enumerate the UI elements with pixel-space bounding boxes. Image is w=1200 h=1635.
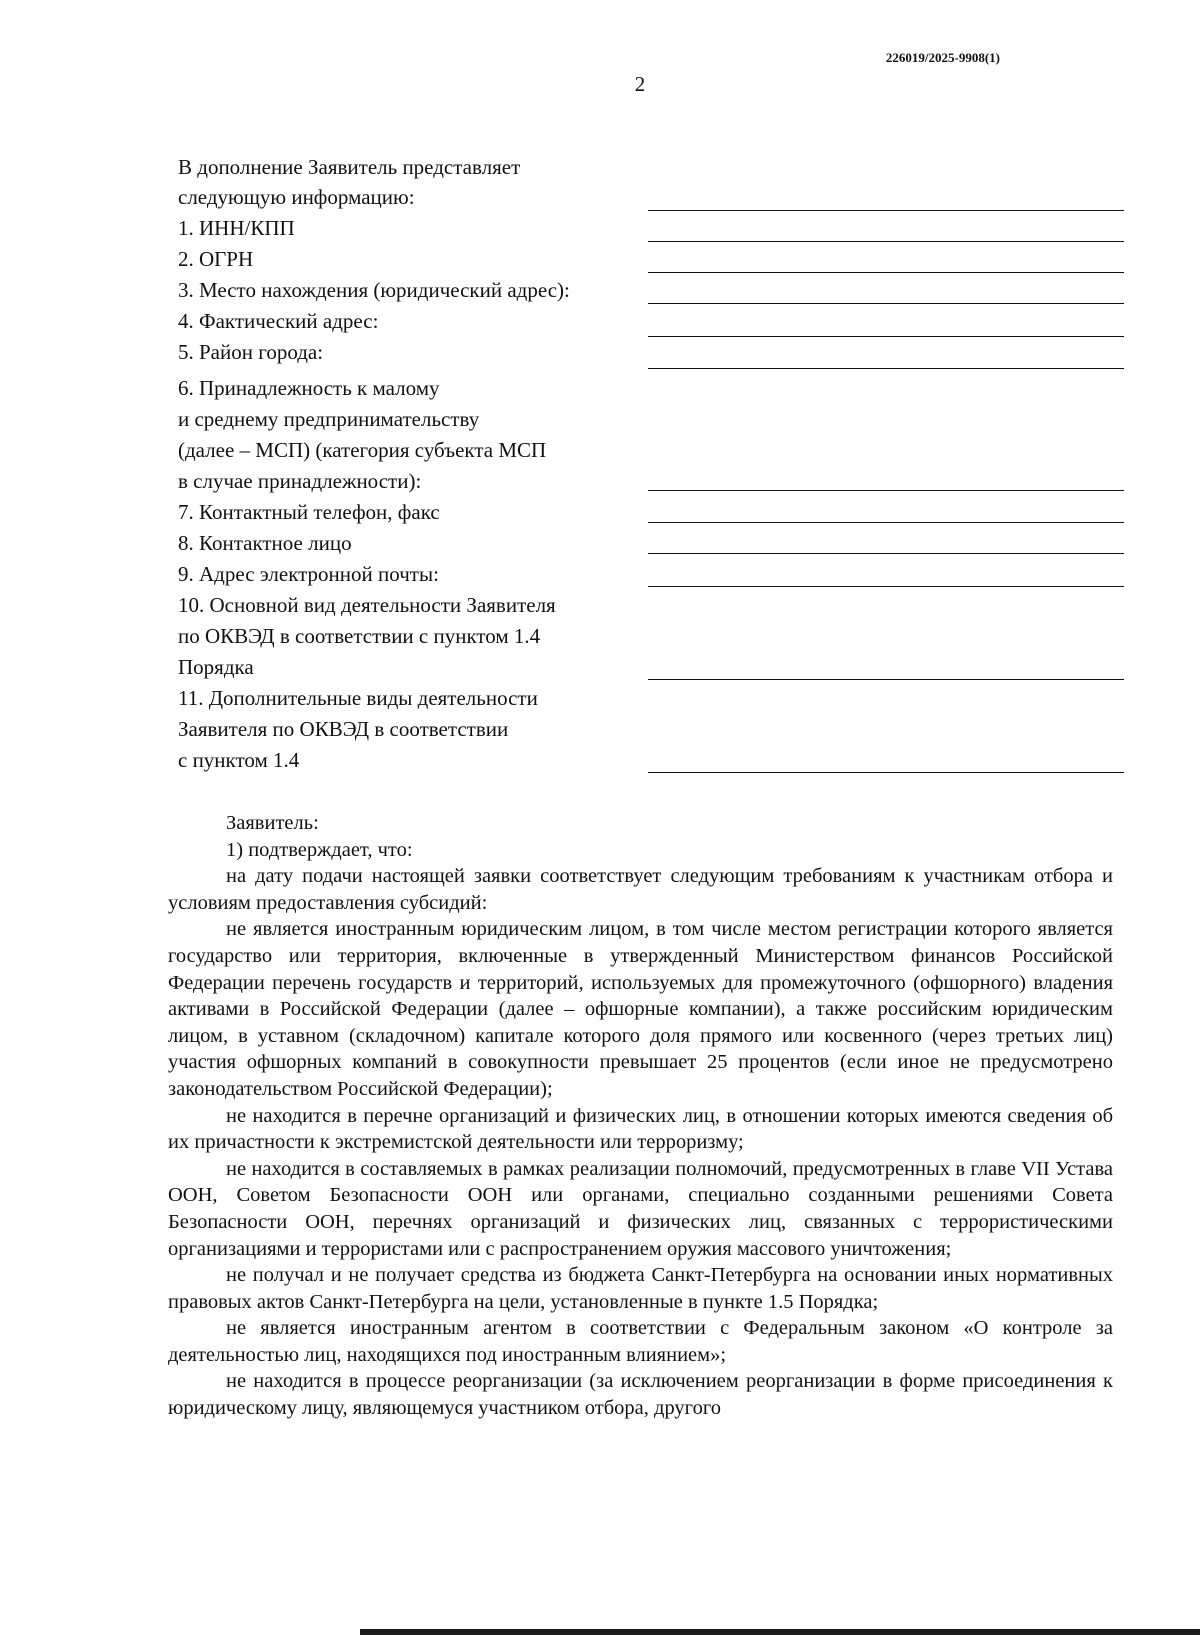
declaration-paragraph: не находится в перечне организаций и физических лиц, в отношении которых имеются сведения об их причастности к экстремистской деятельности или терроризму;	[168, 1104, 1113, 1154]
field-label-main-okved: 10. Основной вид деятельности Заявителя по ОКВЭД в соответствии с пунктом 1.4 Порядка	[178, 593, 556, 679]
fill-line-city-district	[648, 368, 1124, 369]
fill-line-actual-address	[648, 336, 1124, 337]
declaration-paragraph: не является иностранным юридическим лицом, в том числе местом регистрации которого является государство или территория, включенные в утвержденный Министерством финансов Российской Федерации перечень государств и территорий, используемых для промежуточного (офшорного) владения активами в Российской Федерации (далее – офшорные компании), а также российским юридическим лицом, в уставном (складочном) капитале которого доля прямого или косвенного (через третьих лиц) участия офшорных компаний в совокупности превышает 25 процентов (если иное не предусмотрено законодательством Российской Федерации);	[168, 918, 1113, 1100]
field-label-contact-person: 8. Контактное лицо	[178, 531, 352, 555]
declaration-paragraph: 1) подтверждает, что:	[226, 838, 413, 861]
declaration-paragraph: Заявитель:	[226, 812, 319, 834]
field-label-ogrn: 2. ОГРН	[178, 247, 254, 271]
scan-edge-border	[360, 1629, 1200, 1635]
field-label-additional-okved: 11. Дополнительные виды деятельности Заявителя по ОКВЭД в соответствии с пунктом 1.4	[178, 686, 538, 772]
info-intro	[178, 152, 520, 212]
declaration-paragraph: не получал и не получает средства из бюджета Санкт-Петербурга на основании иных нормативных правовых актов Санкт-Петербурга на цели, установленные в пункте 1.5 Порядка;	[168, 1264, 1113, 1313]
page-number: 2	[634, 72, 646, 96]
declaration-paragraph: не находится в процессе реорганизации (за исключением реорганизации в форме присоединения к юридическому лицу, являющемуся участником отбора, другого	[168, 1370, 1113, 1420]
fill-line-additional-okved	[648, 772, 1124, 773]
field-label-inn-kpp: 1. ИНН/КПП	[178, 216, 295, 240]
intro-line: В дополнение Заявитель представляет	[178, 155, 521, 179]
fill-line-sme-status	[648, 490, 1124, 491]
fill-line-contact-person	[648, 553, 1124, 554]
registration-number: 226019/2025-9908(1)	[885, 50, 1000, 65]
fill-line-legal-address	[648, 303, 1124, 304]
fill-line-inn-kpp	[648, 241, 1124, 242]
declaration-paragraph: не находится в составляемых в рамках реализации полномочий, предусмотренных в главе VII Устава ООН, Советом Безопасности ООН или органами, специально созданными решениями Совета Безопасности ООН, перечнях организаций и физических лиц, связанных с террористическими организациями и террористами или с распространением оружия массового уничтожения;	[168, 1157, 1113, 1260]
fill-line-ogrn	[648, 272, 1124, 273]
declaration-paragraph: не является иностранным агентом в соответствии с Федеральным законом «О контроле за деятельностью лиц, находящихся под иностранным влиянием»;	[168, 1317, 1113, 1366]
fill-line-email	[648, 586, 1124, 587]
field-label-sme-status: 6. Принадлежность к малому и среднему предпринимательству (далее – МСП) (категория субъекта МСП в случае принадлежности):	[178, 376, 547, 493]
declaration-paragraph: на дату подачи настоящей заявки соответствует следующим требованиям к участникам отбора и условиям предоставления субсидий:	[168, 865, 1113, 914]
field-label-actual-address: 4. Фактический адрес:	[178, 309, 379, 333]
fill-line-main-okved	[648, 679, 1124, 680]
fill-line-phone-fax	[648, 522, 1124, 523]
field-label-phone-fax: 7. Контактный телефон, факс	[178, 500, 440, 524]
field-label-legal-address: 3. Место нахождения (юридический адрес):	[178, 278, 570, 302]
intro-line: следующую информацию:	[178, 185, 415, 209]
field-label-city-district: 5. Район города:	[178, 340, 324, 364]
fill-line	[648, 210, 1124, 211]
field-label-email: 9. Адрес электронной почты:	[178, 562, 439, 586]
declaration-section	[168, 810, 1113, 1422]
